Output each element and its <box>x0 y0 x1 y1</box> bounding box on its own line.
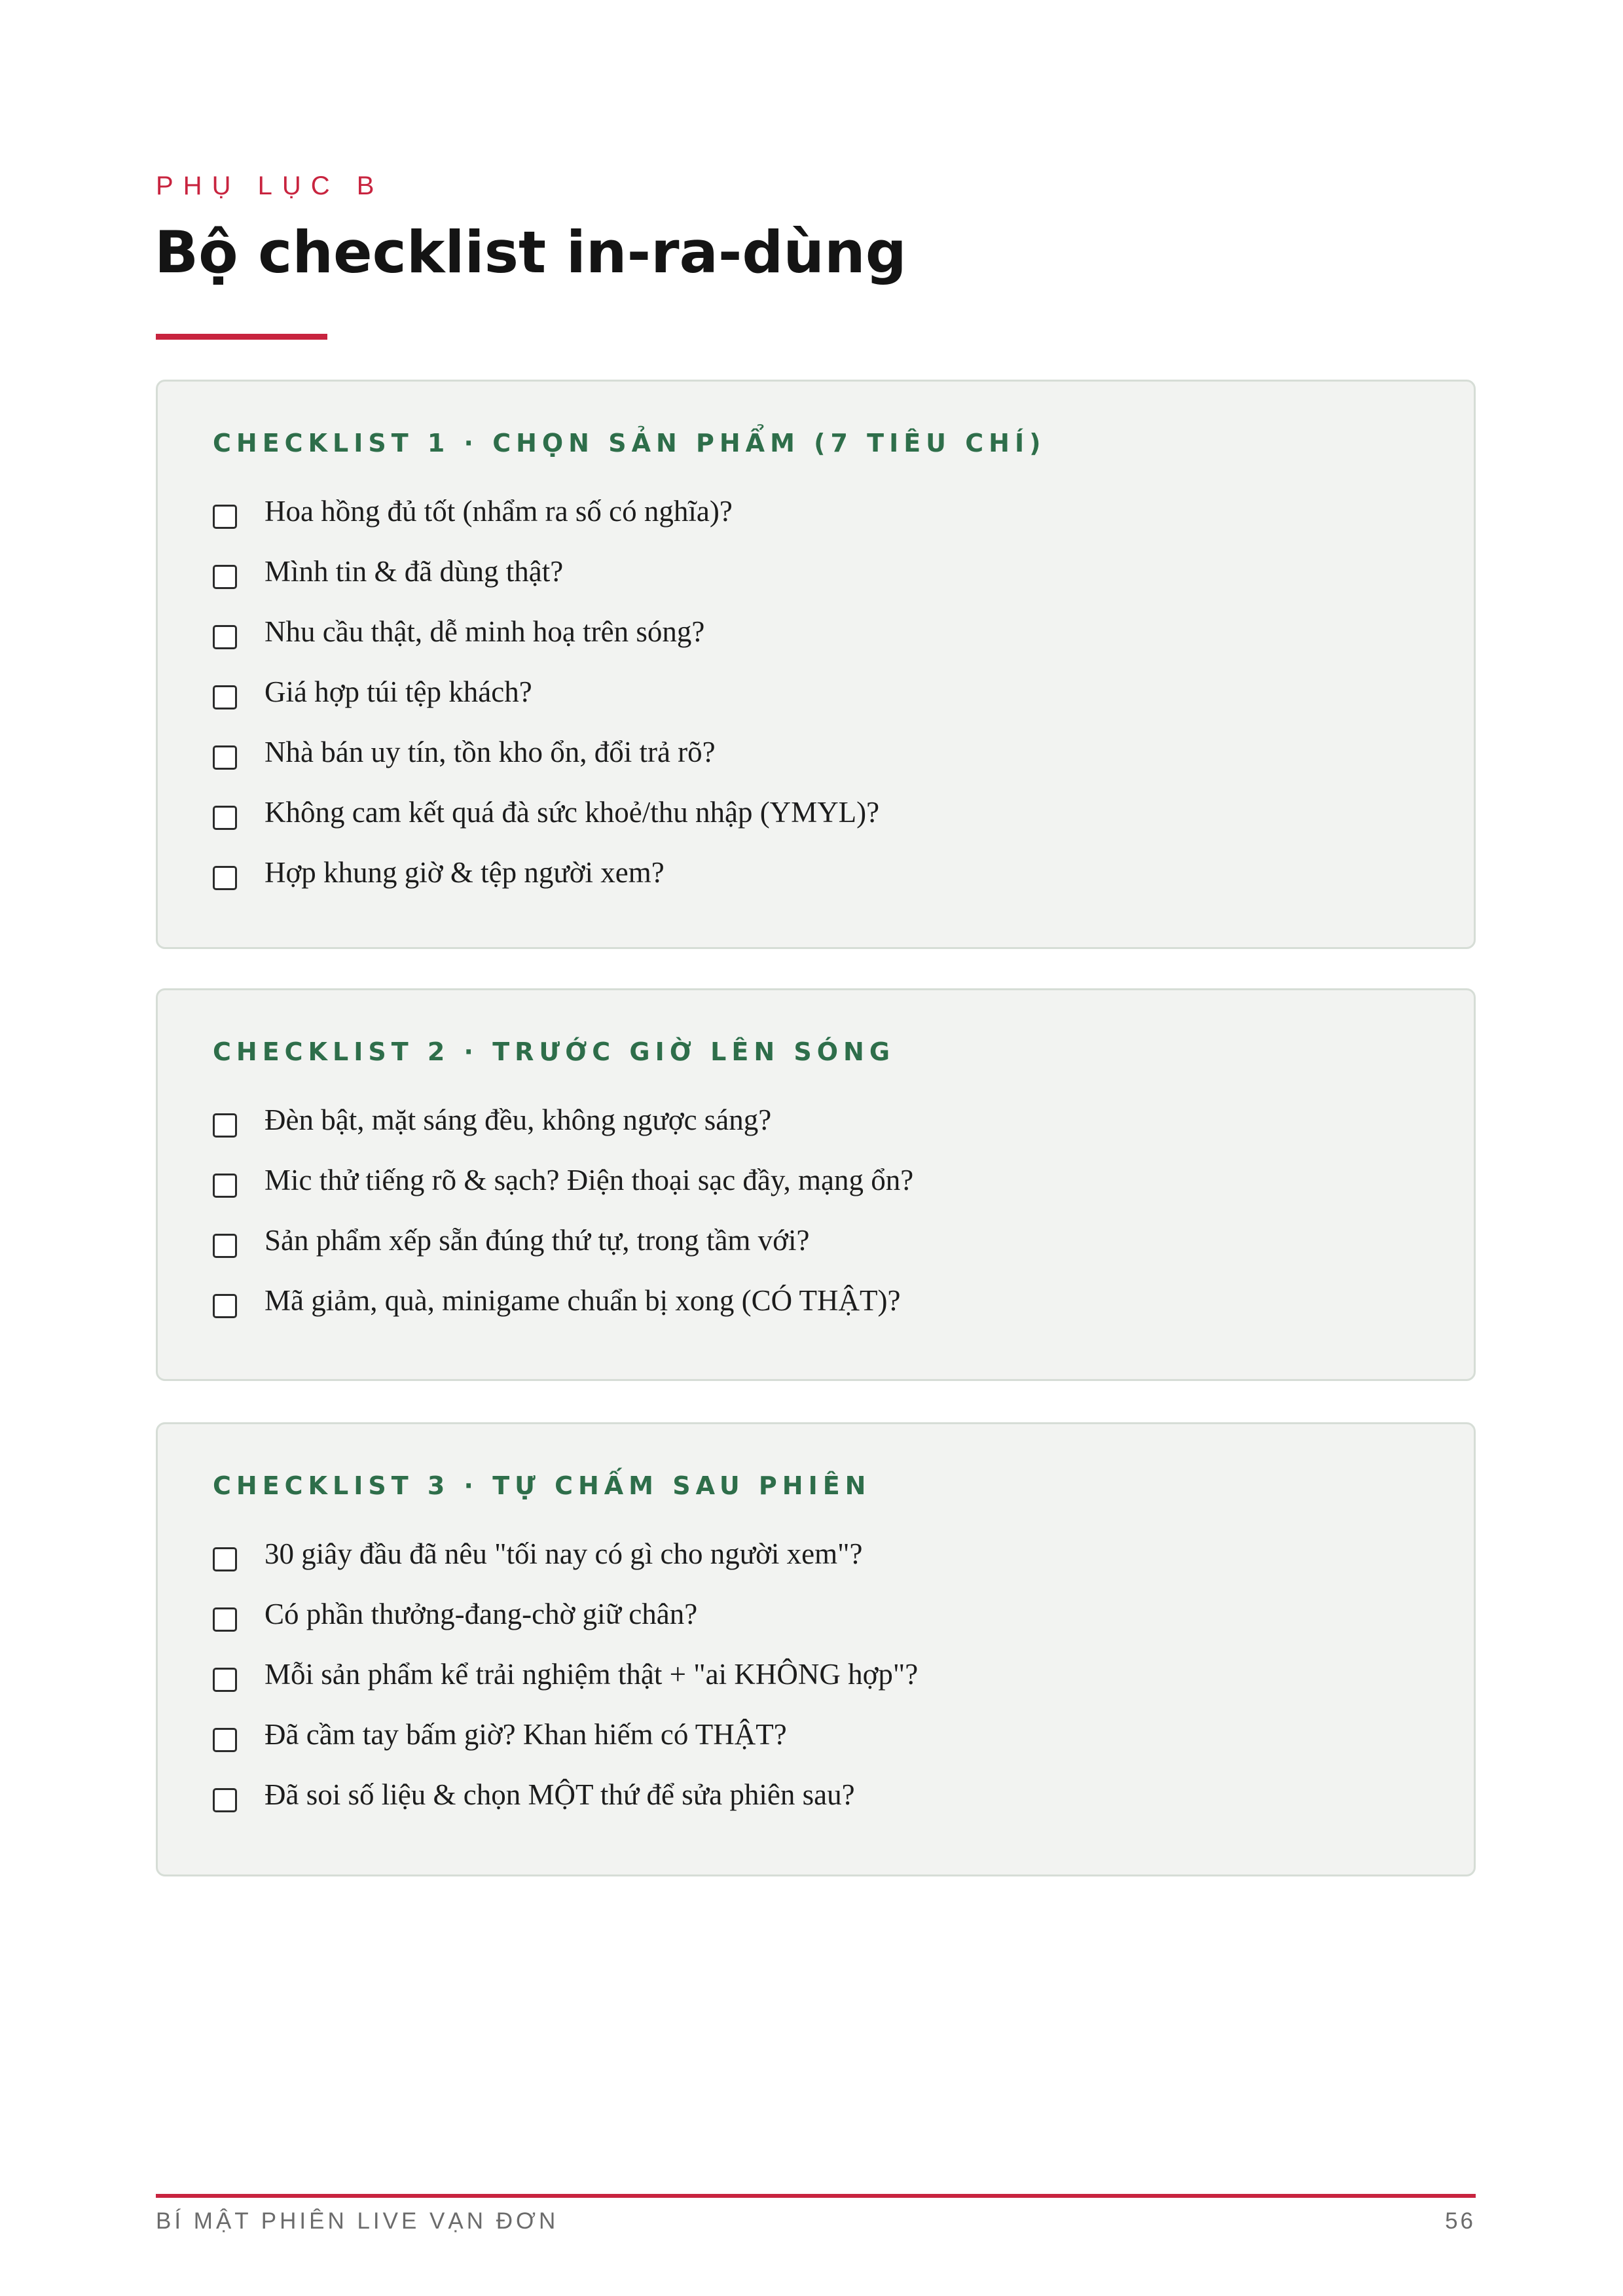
checklist-item <box>213 782 879 842</box>
checklist-item <box>213 601 879 662</box>
checkbox[interactable] <box>213 1668 237 1692</box>
checklist-item <box>213 1090 913 1150</box>
checkbox[interactable] <box>213 806 237 830</box>
checkbox[interactable] <box>213 565 237 589</box>
checklist-item <box>213 1150 913 1210</box>
checkbox[interactable] <box>213 1728 237 1752</box>
checklist-item-text: Sản phẩm xếp sẵn đúng thứ tự, trong tầm với? <box>264 1224 810 1257</box>
page-title: Bộ checklist in-ra-dùng <box>155 219 907 286</box>
checkbox[interactable] <box>213 1113 237 1138</box>
appendix-label: PHỤ LỤC B <box>156 171 384 200</box>
checklist-item-text: Nhu cầu thật, dễ minh hoạ trên sóng? <box>264 615 705 648</box>
checklist-item <box>213 1584 918 1644</box>
checklist-item-text: Đèn bật, mặt sáng đều, không ngược sáng? <box>264 1103 772 1136</box>
checklist-3-box <box>156 1422 1476 1876</box>
checklist-item <box>213 662 879 722</box>
checklist-item <box>213 1270 913 1331</box>
checkbox[interactable] <box>213 625 237 649</box>
checklist-item <box>213 1644 918 1704</box>
checklist-item <box>213 1704 918 1765</box>
checklist-heading: CHECKLIST 2 · TRƯỚC GIỜ LÊN SÓNG <box>213 1037 896 1066</box>
checkbox[interactable] <box>213 1174 237 1198</box>
checkbox[interactable] <box>213 1607 237 1632</box>
checklist-item <box>213 1524 918 1584</box>
checklist-item <box>213 842 879 903</box>
checklist-item-text: Hợp khung giờ & tệp người xem? <box>264 856 665 889</box>
checklist-items <box>213 1524 918 1825</box>
checklist-item-text: Mình tin & đã dùng thật? <box>264 555 564 588</box>
checklist-item <box>213 541 879 601</box>
checklist-item-text: Có phần thưởng-đang-chờ giữ chân? <box>264 1598 698 1630</box>
checkbox[interactable] <box>213 1234 237 1258</box>
checkbox[interactable] <box>213 505 237 529</box>
checkbox[interactable] <box>213 866 237 890</box>
checklist-item-text: Đã soi số liệu & chọn MỘT thứ để sửa phiên sau? <box>264 1778 855 1811</box>
checkbox[interactable] <box>213 1788 237 1812</box>
checkbox[interactable] <box>213 1547 237 1571</box>
footer-rule <box>156 2194 1476 2198</box>
checklist-item-text: Mic thử tiếng rõ & sạch? Điện thoại sạc đầy, mạng ổn? <box>264 1164 914 1196</box>
checklist-item-text: Giá hợp túi tệp khách? <box>264 675 532 708</box>
checklist-1-box <box>156 380 1476 949</box>
checkbox[interactable] <box>213 1294 237 1318</box>
footer-book-title: BÍ MẬT PHIÊN LIVE VẠN ĐƠN <box>156 2208 559 2234</box>
checklist-item-text: Đã cầm tay bấm giờ? Khan hiếm có THẬT? <box>264 1718 787 1751</box>
checklist-2-box <box>156 988 1476 1381</box>
checklist-item-text: Mỗi sản phẩm kể trải nghiệm thật + "ai KHÔNG hợp"? <box>264 1658 919 1691</box>
title-underline <box>156 334 327 340</box>
checklist-item <box>213 1210 913 1270</box>
checklist-items <box>213 481 879 903</box>
checkbox[interactable] <box>213 745 237 770</box>
page-number: 56 <box>1445 2208 1476 2234</box>
checklist-items <box>213 1090 913 1331</box>
checklist-item-text: Nhà bán uy tín, tồn kho ổn, đổi trả rõ? <box>264 736 716 768</box>
checklist-item <box>213 722 879 782</box>
checklist-heading: CHECKLIST 1 · CHỌN SẢN PHẨM (7 TIÊU CHÍ) <box>213 429 1046 457</box>
checklist-item-text: Không cam kết quá đà sức khoẻ/thu nhập (YMYL)? <box>264 796 880 829</box>
checklist-item-text: Mã giảm, quà, minigame chuẩn bị xong (CÓ THẬT)? <box>264 1284 901 1317</box>
checklist-item <box>213 1765 918 1825</box>
checklist-heading: CHECKLIST 3 · TỰ CHẤM SAU PHIÊN <box>213 1471 871 1500</box>
checklist-item-text: 30 giây đầu đã nêu "tối nay có gì cho người xem"? <box>264 1537 863 1570</box>
checkbox[interactable] <box>213 685 237 709</box>
checklist-item-text: Hoa hồng đủ tốt (nhẩm ra số có nghĩa)? <box>264 495 733 528</box>
checklist-item <box>213 481 879 541</box>
